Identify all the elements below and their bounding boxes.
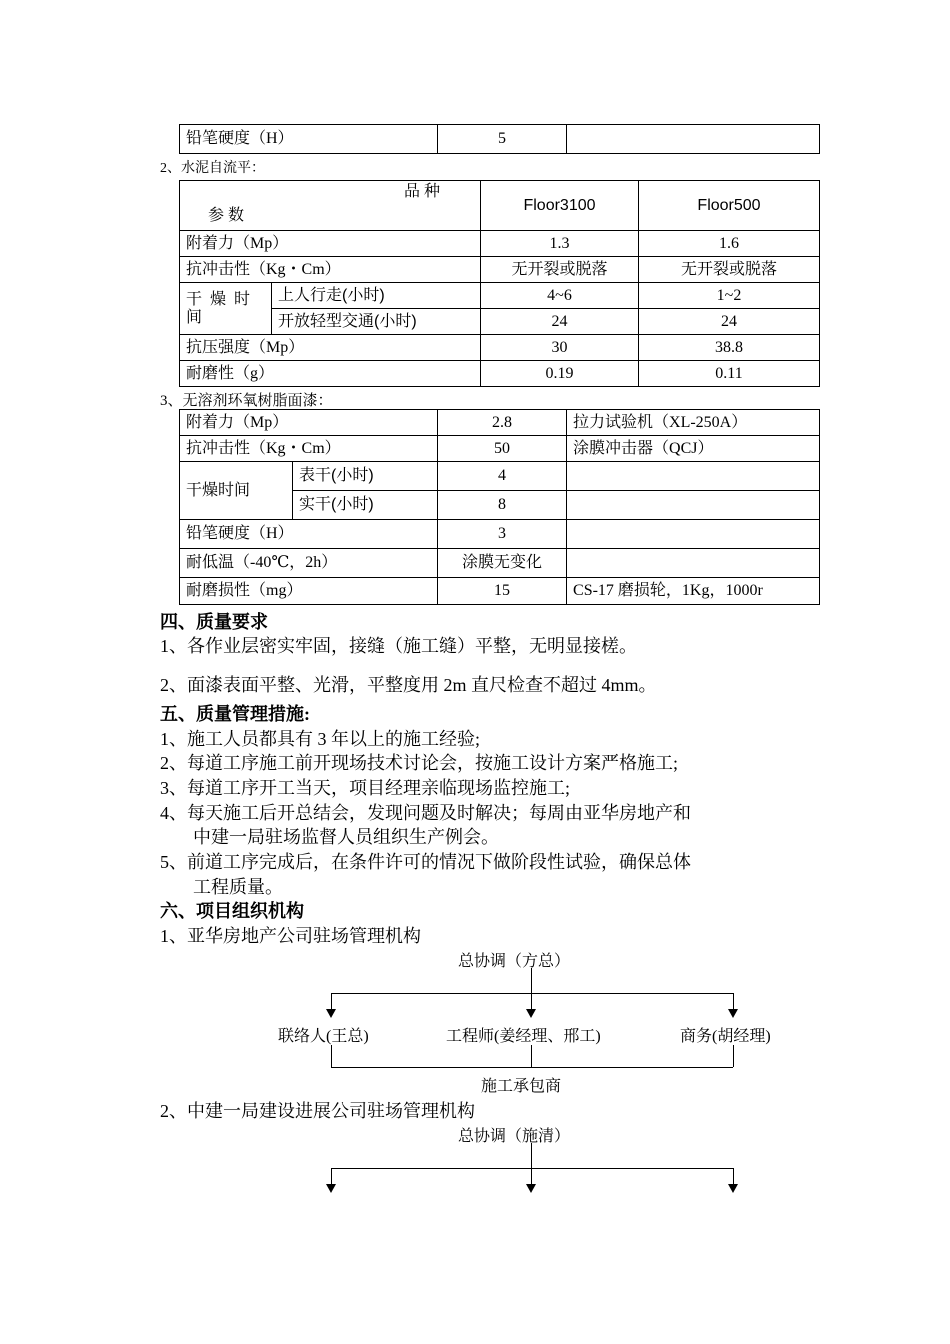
org1-mid: 工程师(姜经理、邢工) xyxy=(446,1028,601,1045)
connector xyxy=(331,993,332,1010)
header-param: 参 数 xyxy=(208,207,245,224)
cell xyxy=(567,549,820,578)
connector xyxy=(331,1067,733,1068)
heading-measures: 五、质量管理措施: xyxy=(160,704,310,724)
connector xyxy=(733,993,734,1010)
cell: 上人行走(小时) xyxy=(272,283,481,309)
dry-time-label: 干 燥 时 间 xyxy=(180,283,272,335)
cell: 24 xyxy=(639,309,820,335)
cell: 涂膜无变化 xyxy=(438,549,567,578)
measure-item-3: 3、每道工序开工当天，项目经理亲临现场监控施工; xyxy=(160,778,570,798)
measure-item-1: 1、施工人员都具有 3 年以上的施工经验; xyxy=(160,729,480,749)
cell: 实干(小时) xyxy=(293,491,438,520)
header-kind: 品 种 xyxy=(403,183,440,200)
cell: 0.19 xyxy=(481,361,639,387)
cell: 铅笔硬度（H） xyxy=(180,125,438,154)
cell: 附着力（Mp） xyxy=(180,410,438,436)
measure-item-5-cont: 工程质量。 xyxy=(193,877,283,897)
cell: 铅笔硬度（H） xyxy=(180,520,438,549)
cell: 2.8 xyxy=(438,410,567,436)
connector xyxy=(331,1045,332,1067)
cell: 抗冲击性（Kg・Cm） xyxy=(180,257,481,283)
connector xyxy=(331,1168,733,1169)
table-row xyxy=(180,309,820,335)
org1-right: 商务(胡经理) xyxy=(680,1028,771,1045)
dry-time-label: 干燥时间 xyxy=(180,462,293,520)
cell: 开放轻型交通(小时) xyxy=(272,309,481,335)
cell xyxy=(567,125,820,154)
table-row xyxy=(180,410,820,436)
cell xyxy=(567,491,820,520)
cell: 0.11 xyxy=(639,361,820,387)
arrow-down-icon xyxy=(526,1009,536,1018)
cell: 附着力（Mp） xyxy=(180,231,481,257)
table-header-row xyxy=(180,181,820,231)
cell: 1.6 xyxy=(639,231,820,257)
arrow-down-icon xyxy=(326,1184,336,1193)
measure-item-4-cont: 中建一局驻场监督人员组织生产例会。 xyxy=(193,827,499,847)
connector xyxy=(531,1045,532,1067)
org1-top: 总协调（方总） xyxy=(458,953,571,970)
cell: 30 xyxy=(481,335,639,361)
cell: 1.3 xyxy=(481,231,639,257)
table-row xyxy=(180,257,820,283)
cell: 耐磨损性（mg） xyxy=(180,578,438,605)
cell: 38.8 xyxy=(639,335,820,361)
cell xyxy=(567,520,820,549)
cell: 24 xyxy=(481,309,639,335)
cell: 耐磨性（g） xyxy=(180,361,481,387)
cell: 拉力试验机（XL-250A） xyxy=(567,410,820,436)
table-row xyxy=(180,125,820,154)
quality-item-2: 2、面漆表面平整、光滑，平整度用 2m 直尺检查不超过 4mm。 xyxy=(160,675,657,695)
cell: 无开裂或脱落 xyxy=(639,257,820,283)
cell: 15 xyxy=(438,578,567,605)
table-self-leveling xyxy=(179,180,820,387)
org1-left: 联络人(王总) xyxy=(278,1028,369,1045)
quality-item-1: 1、各作业层密实牢固，接缝（施工缝）平整，无明显接槎。 xyxy=(160,636,637,656)
cell: 耐低温（-40℃，2h） xyxy=(180,549,438,578)
cell: 表干(小时) xyxy=(293,462,438,491)
org1-bottom: 施工承包商 xyxy=(481,1078,562,1095)
connector xyxy=(733,1045,734,1067)
cell: 3 xyxy=(438,520,567,549)
connector xyxy=(331,993,733,994)
heading-quality: 四、质量要求 xyxy=(160,612,268,632)
table-row xyxy=(180,361,820,387)
cell: 抗压强度（Mp） xyxy=(180,335,481,361)
cell: 涂膜冲击器（QCJ） xyxy=(567,436,820,462)
measure-item-5: 5、前道工序完成后，在条件许可的情况下做阶段性试验，确保总体 xyxy=(160,852,691,872)
cell: 5 xyxy=(438,125,567,154)
header-cell-param xyxy=(180,181,481,231)
cell: 抗冲击性（Kg・Cm） xyxy=(180,436,438,462)
cell: 8 xyxy=(438,491,567,520)
cell: 50 xyxy=(438,436,567,462)
table-epoxy xyxy=(179,409,820,605)
header-floor3100: Floor3100 xyxy=(481,181,639,231)
arrow-down-icon xyxy=(526,1184,536,1193)
org-sub-2: 2、中建一局建设进展公司驻场管理机构 xyxy=(160,1101,475,1121)
cell: 4~6 xyxy=(481,283,639,309)
heading-org: 六、项目组织机构 xyxy=(160,901,304,921)
table-pencil-hardness xyxy=(179,124,820,154)
section-title-epoxy: 3、无溶剂环氧树脂面漆： xyxy=(160,393,333,409)
measure-item-4: 4、每天施工后开总结会，发现问题及时解决；每周由亚华房地产和 xyxy=(160,803,691,823)
cell: CS-17 磨损轮，1Kg，1000r xyxy=(567,578,820,605)
arrow-down-icon xyxy=(728,1009,738,1018)
table-row xyxy=(180,283,820,309)
arrow-down-icon xyxy=(728,1184,738,1193)
arrow-down-icon xyxy=(326,1009,336,1018)
table-row xyxy=(180,520,820,549)
cell: 1~2 xyxy=(639,283,820,309)
table-row xyxy=(180,578,820,605)
table-row xyxy=(180,462,820,491)
table-row xyxy=(180,335,820,361)
table-row xyxy=(180,549,820,578)
cell: 无开裂或脱落 xyxy=(481,257,639,283)
cell xyxy=(567,462,820,491)
connector xyxy=(331,1168,332,1185)
connector xyxy=(531,1143,532,1185)
measure-item-2: 2、每道工序施工前开现场技术讨论会，按施工设计方案严格施工; xyxy=(160,753,678,773)
org2-top: 总协调（施清） xyxy=(458,1128,571,1145)
connector xyxy=(531,968,532,1010)
cell: 4 xyxy=(438,462,567,491)
header-floor500: Floor500 xyxy=(639,181,820,231)
table-row xyxy=(180,436,820,462)
connector xyxy=(733,1168,734,1185)
table-row xyxy=(180,231,820,257)
section-title-self-leveling: 2、水泥自流平： xyxy=(160,161,265,176)
org-sub-1: 1、亚华房地产公司驻场管理机构 xyxy=(160,926,421,946)
